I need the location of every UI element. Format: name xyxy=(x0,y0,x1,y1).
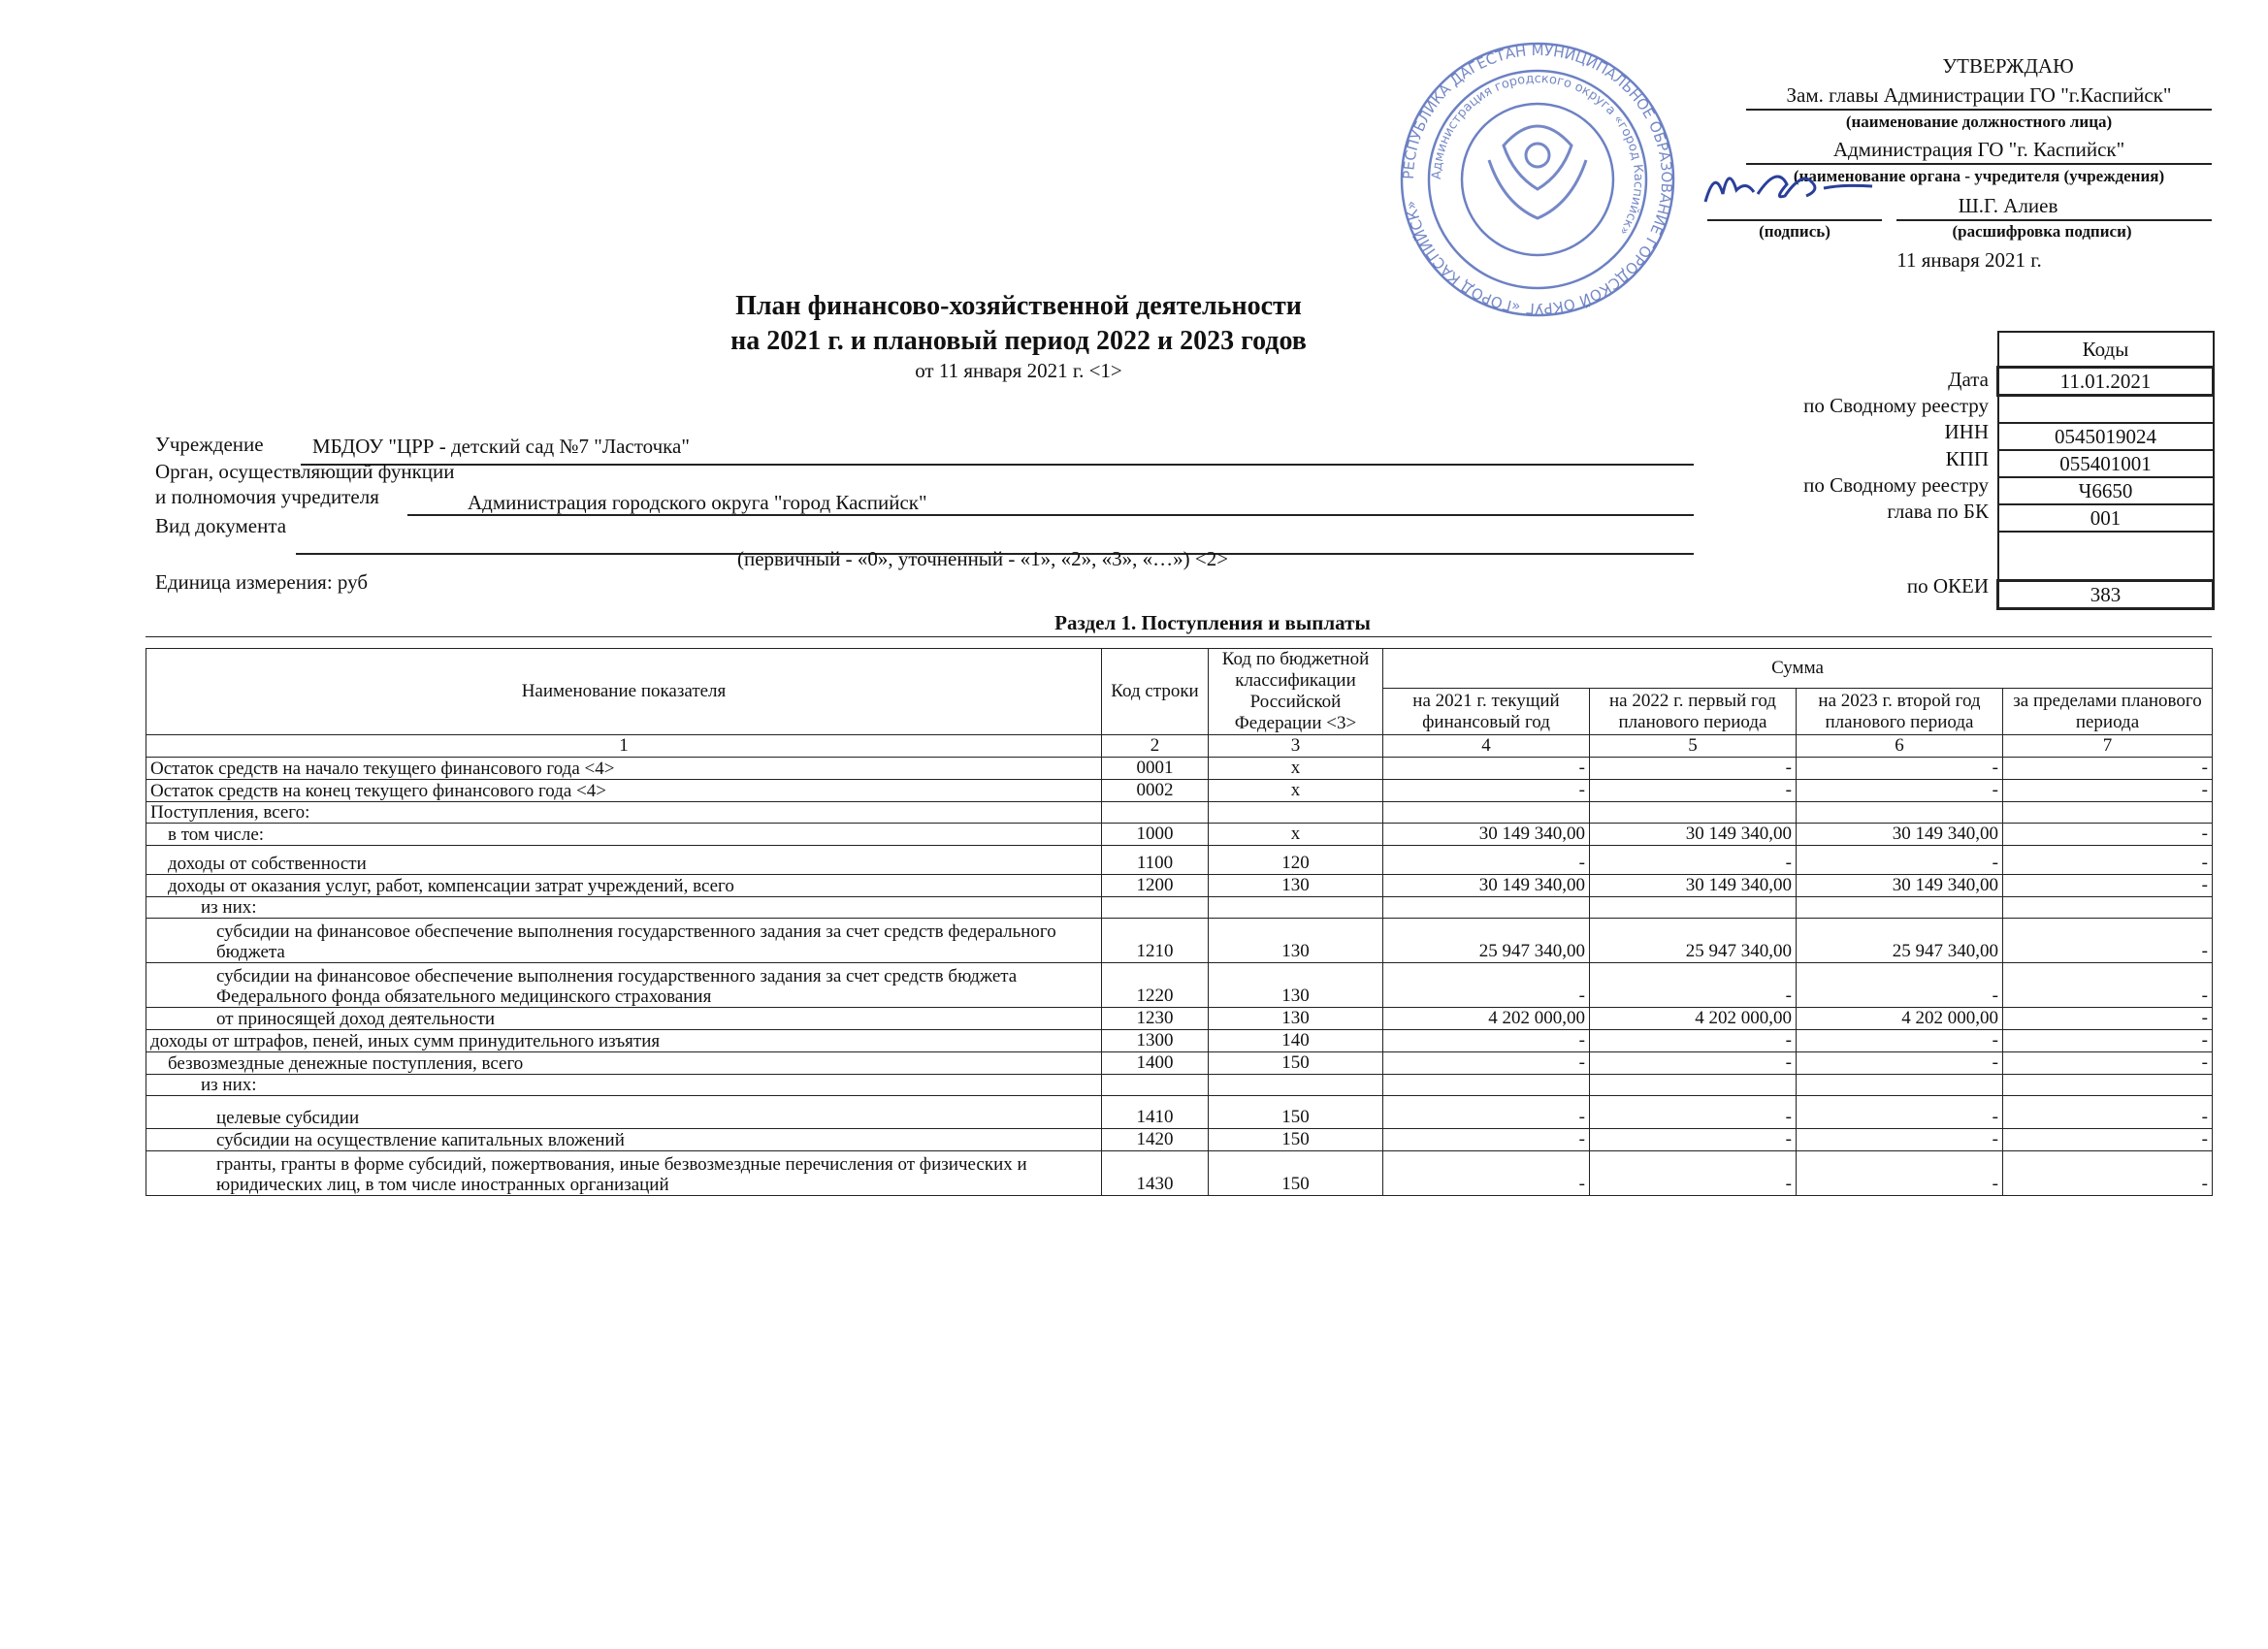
cell-v4: - xyxy=(2003,1151,2213,1196)
table-row xyxy=(146,758,2213,780)
code-chapter-bk: 001 xyxy=(1998,504,2214,532)
cell-code: 1410 xyxy=(1102,1096,1209,1129)
signer-name: Ш.Г. Алиев xyxy=(1958,194,2058,217)
cell-bk: 150 xyxy=(1209,1052,1383,1075)
cell-code: 1220 xyxy=(1102,963,1209,1008)
cell-code: 1420 xyxy=(1102,1129,1209,1151)
svg-text:Администрация городского округ xyxy=(1430,72,1645,238)
col-index-3: 3 xyxy=(1209,735,1383,758)
cell-v2 xyxy=(1590,802,1797,824)
cell-name: из них: xyxy=(146,897,1102,919)
cell-v3: - xyxy=(1797,963,2003,1008)
cell-v3: - xyxy=(1797,1129,2003,1151)
code-labels xyxy=(1649,367,1989,599)
organ-caption: (наименование органа - учредителя (учреждения) xyxy=(1793,167,2165,185)
organ-label-2: и полномочия учредителя xyxy=(155,485,379,508)
cell-code: 0002 xyxy=(1102,780,1209,802)
table-row xyxy=(146,1151,2213,1196)
cell-v4: - xyxy=(2003,1030,2213,1052)
cell-code: 1300 xyxy=(1102,1030,1209,1052)
cell-v3 xyxy=(1797,1075,2003,1096)
th-sum: Сумма xyxy=(1383,649,2213,689)
label-empty xyxy=(1649,525,1989,573)
th-beyond: за пределами планового периода xyxy=(2003,689,2213,735)
cell-v4: - xyxy=(2003,1129,2213,1151)
cell-v4 xyxy=(2003,1075,2213,1096)
institution-value: МБДОУ "ЦРР - детский сад №7 "Ласточка" xyxy=(312,435,690,458)
cell-v1: - xyxy=(1383,1151,1590,1196)
cell-name: доходы от оказания услуг, работ, компенсации затрат учреждений, всего xyxy=(146,875,1102,897)
document-subtitle: на 2021 г. и плановый период 2022 и 2023 годов xyxy=(730,326,1307,356)
cell-v3: - xyxy=(1797,1151,2003,1196)
cell-v2 xyxy=(1590,1075,1797,1096)
organ-value: Администрация городского округа "город Каспийск" xyxy=(468,491,927,514)
cell-v2: - xyxy=(1590,780,1797,802)
cell-v2: - xyxy=(1590,1129,1797,1151)
cell-v1: - xyxy=(1383,1030,1590,1052)
cell-v1: - xyxy=(1383,758,1590,780)
document-date: от 11 января 2021 г. <1> xyxy=(915,359,1122,382)
cell-v4: - xyxy=(2003,1096,2213,1129)
cell-v1: - xyxy=(1383,780,1590,802)
cell-v3: - xyxy=(1797,758,2003,780)
cell-name: Остаток средств на конец текущего финансового года <4> xyxy=(146,780,1102,802)
label-kpp: КПП xyxy=(1945,446,1989,470)
table-row xyxy=(146,919,2213,963)
stamp-outer-text: РЕСПУБЛИКА ДАГЕСТАН МУНИЦИПАЛЬНОЕ ОБРАЗОВАНИЕ ГОРОДСКОЙ ОКРУГ «ГОРОД КАСПИЙСК» xyxy=(1399,41,1676,318)
cell-name: целевые субсидии xyxy=(146,1096,1102,1129)
cell-v2: - xyxy=(1590,1030,1797,1052)
cell-code: 1400 xyxy=(1102,1052,1209,1075)
approval-date: 11 января 2021 г. xyxy=(1896,248,2042,272)
signature-caption: (подпись) xyxy=(1759,222,1831,241)
cell-v4: - xyxy=(2003,919,2213,963)
cell-v3: 30 149 340,00 xyxy=(1797,824,2003,846)
cell-v2: 30 149 340,00 xyxy=(1590,875,1797,897)
cell-v3: - xyxy=(1797,1096,2003,1129)
cell-v3: 30 149 340,00 xyxy=(1797,875,2003,897)
table-row xyxy=(146,1129,2213,1151)
cell-v3: - xyxy=(1797,1030,2003,1052)
cell-code: 1430 xyxy=(1102,1151,1209,1196)
cell-bk: x xyxy=(1209,824,1383,846)
cell-v4: - xyxy=(2003,1052,2213,1075)
table-row xyxy=(146,780,2213,802)
cell-bk: x xyxy=(1209,758,1383,780)
approver-position: Зам. главы Администрации ГО "г.Каспийск" xyxy=(1786,83,2172,107)
cell-name: в том числе: xyxy=(146,824,1102,846)
cell-v3: - xyxy=(1797,1052,2003,1075)
cell-code xyxy=(1102,802,1209,824)
document-title: План финансово-хозяйственной деятельности xyxy=(735,291,1302,321)
emblem-icon xyxy=(1489,126,1586,218)
codes-header: Коды xyxy=(1998,332,2214,368)
cell-v1: - xyxy=(1383,1052,1590,1075)
cell-name: Остаток средств на начало текущего финансового года <4> xyxy=(146,758,1102,780)
cell-bk: 140 xyxy=(1209,1030,1383,1052)
label-chapter-bk: глава по БК xyxy=(1887,500,1989,524)
col-index-6: 6 xyxy=(1797,735,2003,758)
cell-v4 xyxy=(2003,802,2213,824)
cell-v3: - xyxy=(1797,780,2003,802)
cell-v1 xyxy=(1383,1075,1590,1096)
cell-code: 1230 xyxy=(1102,1008,1209,1030)
cell-name: доходы от собственности xyxy=(146,846,1102,875)
th-2022: на 2022 г. первый год планового периода xyxy=(1590,689,1797,735)
table-row xyxy=(146,963,2213,1008)
cell-bk: 120 xyxy=(1209,846,1383,875)
table-row xyxy=(146,846,2213,875)
table-row xyxy=(146,1052,2213,1075)
position-caption: (наименование должностного лица) xyxy=(1845,113,2113,131)
label-okei: по ОКЕИ xyxy=(1906,574,1989,598)
code-date: 11.01.2021 xyxy=(1998,368,2214,396)
col-index-4: 4 xyxy=(1383,735,1590,758)
table-row xyxy=(146,1030,2213,1052)
cell-v2: 30 149 340,00 xyxy=(1590,824,1797,846)
cell-code: 1200 xyxy=(1102,875,1209,897)
label-registry: по Сводному реестру xyxy=(1803,394,1989,418)
cell-bk xyxy=(1209,1075,1383,1096)
cell-bk: 150 xyxy=(1209,1151,1383,1196)
cell-bk: 130 xyxy=(1209,963,1383,1008)
table-row xyxy=(146,824,2213,846)
cell-v4: - xyxy=(2003,846,2213,875)
cell-v3 xyxy=(1797,897,2003,919)
table-row xyxy=(146,875,2213,897)
cell-v4: - xyxy=(2003,875,2213,897)
cell-v2: - xyxy=(1590,846,1797,875)
cell-v2: 4 202 000,00 xyxy=(1590,1008,1797,1030)
col-index-7: 7 xyxy=(2003,735,2213,758)
approve-word: УТВЕРЖДАЮ xyxy=(1942,54,2074,78)
cell-v1 xyxy=(1383,897,1590,919)
cell-code xyxy=(1102,1075,1209,1096)
cell-v2: - xyxy=(1590,758,1797,780)
cell-name: безвозмездные денежные поступления, всего xyxy=(146,1052,1102,1075)
table-row xyxy=(146,897,2213,919)
cell-v4: - xyxy=(2003,1008,2213,1030)
cell-name: субсидии на осуществление капитальных вложений xyxy=(146,1129,1102,1151)
cell-bk xyxy=(1209,802,1383,824)
cell-v1: 25 947 340,00 xyxy=(1383,919,1590,963)
cell-bk xyxy=(1209,897,1383,919)
cell-bk: 130 xyxy=(1209,1008,1383,1030)
cell-code: 1100 xyxy=(1102,846,1209,875)
cell-v3: 4 202 000,00 xyxy=(1797,1008,2003,1030)
cell-v2: 25 947 340,00 xyxy=(1590,919,1797,963)
code-inn: 0545019024 xyxy=(1998,423,2214,450)
cell-name: субсидии на финансовое обеспечение выполнения государственного задания за счет средств бюджета Федерального фонда обязательного медицинского страхования xyxy=(146,963,1102,1008)
signature-mark xyxy=(1698,155,1882,213)
doc-type-label: Вид документа xyxy=(155,514,287,537)
label-inn: ИНН xyxy=(1944,420,1989,444)
label-date: Дата xyxy=(1948,368,1989,391)
cell-v1 xyxy=(1383,802,1590,824)
cell-v3: 25 947 340,00 xyxy=(1797,919,2003,963)
cell-name: гранты, гранты в форме субсидий, пожертвования, иные безвозмездные перечисления от физических и юридических лиц, в том числе иностранных организаций xyxy=(146,1151,1102,1196)
cell-v3: - xyxy=(1797,846,2003,875)
cell-name: доходы от штрафов, пеней, иных сумм принудительного изъятия xyxy=(146,1030,1102,1052)
table-row xyxy=(146,802,2213,824)
cell-code: 1000 xyxy=(1102,824,1209,846)
cell-v1: 30 149 340,00 xyxy=(1383,824,1590,846)
code-okei: 383 xyxy=(1998,581,2214,609)
cell-v2: - xyxy=(1590,1151,1797,1196)
receipts-table xyxy=(146,648,2213,1196)
cell-v2: - xyxy=(1590,1052,1797,1075)
approver-organ: Администрация ГО "г. Каспийск" xyxy=(1832,138,2125,161)
col-index-1: 1 xyxy=(146,735,1102,758)
code-empty xyxy=(1998,532,2214,581)
cell-v1: 4 202 000,00 xyxy=(1383,1008,1590,1030)
cell-code xyxy=(1102,897,1209,919)
table-row xyxy=(146,1008,2213,1030)
cell-v1: - xyxy=(1383,963,1590,1008)
label-registry-2: по Сводному реестру xyxy=(1803,472,1989,497)
table-row xyxy=(146,1096,2213,1129)
th-2023: на 2023 г. второй год планового периода xyxy=(1797,689,2003,735)
code-registry-2: Ч6650 xyxy=(1998,477,2214,504)
cell-bk: 130 xyxy=(1209,919,1383,963)
col-index-2: 2 xyxy=(1102,735,1209,758)
codes-table xyxy=(1996,331,2215,610)
cell-code: 1210 xyxy=(1102,919,1209,963)
institution-label: Учреждение xyxy=(155,433,264,456)
cell-v3 xyxy=(1797,802,2003,824)
unit-label: Единица измерения: руб xyxy=(155,570,369,594)
code-registry xyxy=(1998,396,2214,424)
cell-v1: - xyxy=(1383,846,1590,875)
signer-caption: (расшифровка подписи) xyxy=(1952,222,2132,241)
th-bk: Код по бюджетной классификации Российской Федерации <3> xyxy=(1209,649,1383,735)
th-name: Наименование показателя xyxy=(146,649,1102,735)
organ-label-1: Орган, осуществляющий функции xyxy=(155,460,455,483)
cell-v4: - xyxy=(2003,963,2213,1008)
col-index-5: 5 xyxy=(1590,735,1797,758)
doc-type-hint: (первичный - «0», уточненный - «1», «2», «3», «…») <2> xyxy=(737,547,1229,570)
cell-v4 xyxy=(2003,897,2213,919)
cell-bk: x xyxy=(1209,780,1383,802)
section-title: Раздел 1. Поступления и выплаты xyxy=(1054,611,1371,634)
cell-v1: - xyxy=(1383,1129,1590,1151)
cell-name: из них: xyxy=(146,1075,1102,1096)
cell-bk: 150 xyxy=(1209,1129,1383,1151)
cell-v2: - xyxy=(1590,1096,1797,1129)
cell-v4: - xyxy=(2003,758,2213,780)
cell-bk: 130 xyxy=(1209,875,1383,897)
cell-v1: 30 149 340,00 xyxy=(1383,875,1590,897)
table-row xyxy=(146,1075,2213,1096)
stamp-inner-text: Администрация городского округа «город Каспийск» xyxy=(1429,71,1646,238)
th-code: Код строки xyxy=(1102,649,1209,735)
cell-v4: - xyxy=(2003,780,2213,802)
code-kpp: 055401001 xyxy=(1998,450,2214,477)
cell-v4: - xyxy=(2003,824,2213,846)
cell-name: субсидии на финансовое обеспечение выполнения государственного задания за счет средств федерального бюджета xyxy=(146,919,1102,963)
cell-name: Поступления, всего: xyxy=(146,802,1102,824)
cell-code: 0001 xyxy=(1102,758,1209,780)
cell-v2 xyxy=(1590,897,1797,919)
cell-v2: - xyxy=(1590,963,1797,1008)
cell-bk: 150 xyxy=(1209,1096,1383,1129)
cell-v1: - xyxy=(1383,1096,1590,1129)
cell-name: от приносящей доход деятельности xyxy=(146,1008,1102,1030)
official-stamp xyxy=(1387,39,1688,320)
th-2021: на 2021 г. текущий финансовый год xyxy=(1383,689,1590,735)
